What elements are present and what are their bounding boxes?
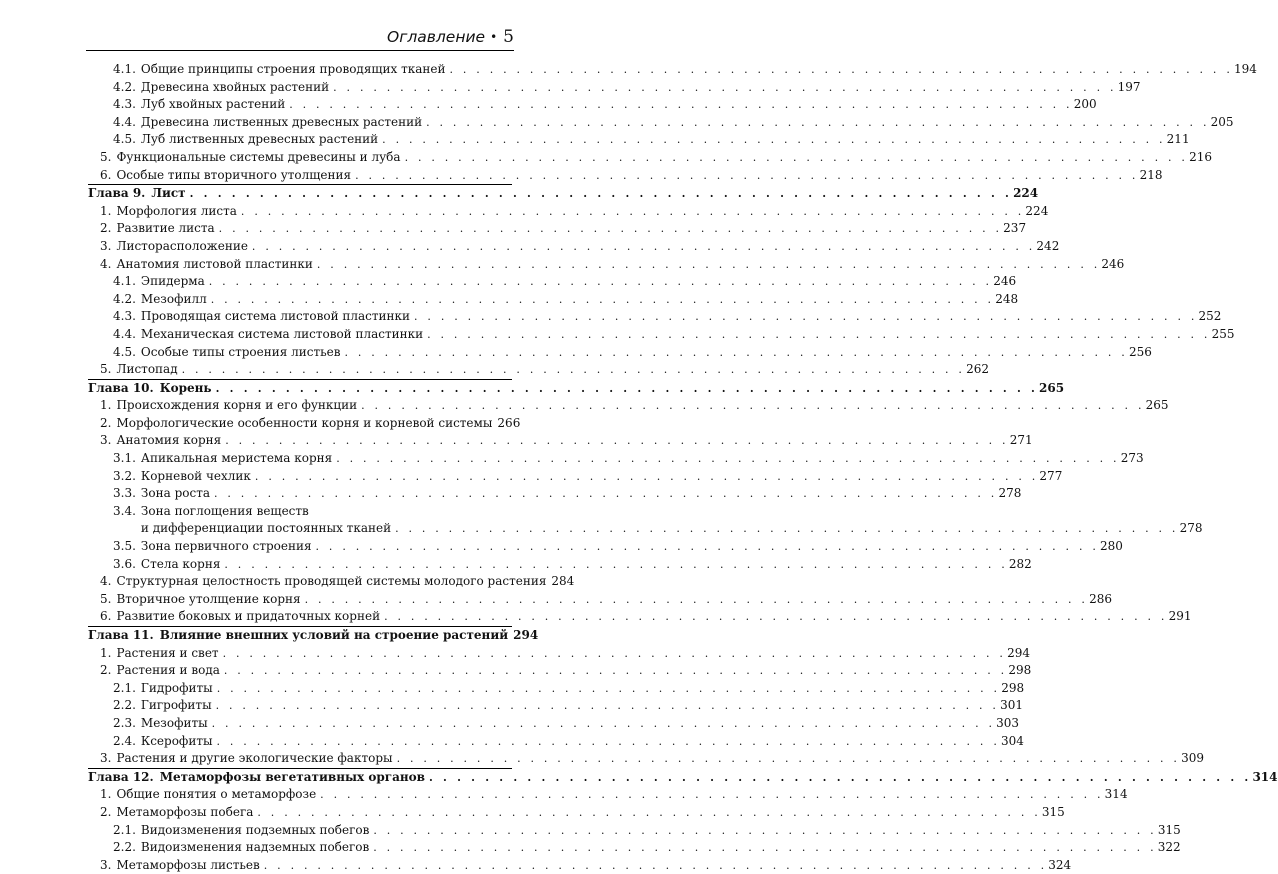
toc-entry (88, 804, 1065, 822)
toc-entry (88, 149, 1212, 167)
toc-entry (88, 450, 1144, 468)
toc-entry (88, 839, 1181, 857)
toc-entry (88, 538, 1123, 556)
toc-entry (88, 415, 521, 433)
toc-entry (88, 397, 1169, 415)
entry-page: 224 (1025, 203, 1049, 218)
dot-leader: . . . . . . . . . . . . . . . . . . . . . . . . . . . . . . . . . . . . . . . . . . . . . . . . . . . . . . . . . . . (211, 716, 996, 730)
dot-leader: . . . . . . . . . . . . . . . . . . . . . . . . . . . . . . . . . . . . . . . . . . . . . . . . . . . . . . . . . . . (240, 204, 1025, 218)
entry-title: Гигрофиты (140, 698, 212, 713)
dot-leader: . . . . . . . . . . . . . . . . . . . . . . . . . . . . . . . . . . . . . . . . . . . . . . . . . . . . . . . . . . . (210, 292, 995, 306)
entry-number: 4. (100, 574, 112, 589)
entry-title: Ксерофиты (140, 733, 213, 748)
entry-page: 298 (1001, 680, 1025, 695)
toc-entry (88, 273, 1017, 291)
entry-page: 301 (1000, 698, 1024, 713)
entry-number: 6. (100, 609, 112, 624)
dot-leader: . . . . . . . . . . . . . . . . . . . . . . . . . . . . . . . . . . . . . . . . . . . . . . . . . . . . . . . . . . . (214, 487, 998, 501)
toc-entry (88, 61, 1257, 79)
entry-number: 4.2. (113, 291, 136, 306)
dot-leader: . . . . . . . . . . . . . . . . . . . . . . . . . . . . . . . . . . . . . . . . . . . . . . . . . . . . . . . . . . . (315, 540, 1100, 554)
dot-leader: . . . . . . . . . . . . . . . . . . . . . . . . . . . . . . . . . . . . . . . . . . . . . . . . . . . . . . . . . . . (395, 522, 1179, 536)
dot-leader: . . . . . . . . . . . . . . . . . . . . . . . . . . . . . . . . . . . . . . . . . . . . . . . . . . . . . . . . . . . (384, 610, 1168, 624)
entry-page: 218 (1139, 167, 1163, 182)
dot-leader: . . . . . . . . . . . . . . . . . . . . . . . . . . . . . . . . . . . . . . . . . . . . . . . . . . . . . . . . . . . (320, 788, 1104, 802)
entry-title: Растения и вода (116, 663, 220, 678)
toc-entry (88, 556, 1032, 574)
entry-page: 237 (1003, 221, 1027, 236)
entry-title: Развитие листа (116, 221, 215, 236)
chapter-title: Лист (151, 186, 186, 201)
entry-page: 309 (1181, 751, 1204, 766)
dot-leader: . . . . . . . . . . . . . . . . . . . . . . . . . . . . . . . . . . . . . . . . . . . . . . . . . . . . . . . . . . . (414, 310, 1198, 324)
entry-title: Растения и другие экологические факторы (116, 751, 393, 766)
entry-page: 303 (996, 715, 1020, 730)
entry-number: 1. (100, 787, 112, 802)
entry-title: Общие принципы строения проводящих тканей (140, 62, 446, 76)
toc-entry (88, 291, 1019, 309)
entry-number: 3. (100, 857, 112, 872)
dot-leader: . . . . . . . . . . . . . . . . . . . . . . . . . . . . . . . . . . . . . . . . . . . . . . . . . . . . . . . . . . . (215, 699, 1000, 713)
entry-title: Особые типы строения листьев (140, 344, 341, 359)
toc-entry (88, 822, 1181, 840)
entry-number: 2. (100, 221, 112, 236)
entry-page: 315 (1157, 822, 1181, 837)
toc-entry (88, 238, 1060, 256)
entry-title: Растения и свет (116, 645, 219, 660)
entry-number: 4. (100, 256, 112, 271)
dot-leader: . . . . . . . . . . . . . . . . . . . . . . . . . . . . . . . . . . . . . . . . . . . . . . . . . . . . . . . . . . . (216, 734, 1001, 748)
toc-entry (88, 857, 1072, 874)
dot-leader: . . . . . . . . . . . . . . . . . . . . . . . . . . . . . . . . . . . . . . . . . . . . . . . . . . . . . . . . . . . (426, 115, 1210, 129)
dot-leader: . . . . . . . . . . . . . . . . . . . . . . . . . . . . . . . . . . . . . . . . . . . . . . . . . . . . . . . . . . . (355, 168, 1139, 182)
entry-number: 3. (100, 238, 112, 253)
entry-number: 2. (100, 663, 112, 678)
chapter-title: Корень (159, 380, 212, 395)
toc-entry (88, 96, 1097, 114)
chapter-heading (88, 627, 539, 645)
toc-entry (88, 733, 1024, 751)
entry-title: Видоизменения подземных побегов (140, 822, 370, 837)
dot-leader: . . . . . . . . . . . . . . . . . . . . . . . . . . . . . . . . . . . . . . . . . . . . . . . . . . . . . . . . . . . (361, 399, 1145, 413)
section-title: Оглавление (387, 28, 486, 46)
chapter-number: Глава 11. (88, 628, 154, 642)
entry-number: 4.4. (113, 114, 136, 129)
dot-leader: . . . . . . . . . . . . . . . . . . . . . . . . . . . . . . . . . . . . . . . . . . . . . . . . . . . . . . . . . . . (257, 805, 1041, 819)
entry-number: 3.5. (113, 539, 136, 554)
dot-leader: . . . . . . . . . . . . . . . . . . . . . . . . . . . . . . . . . . . . . . . . . . . . . . . . . . . . . . . . . . . (263, 858, 1048, 872)
entry-title: Общие понятия о метаморфозе (116, 787, 317, 802)
entry-page: 265 (1145, 398, 1169, 413)
entry-title: Листорасположение (116, 238, 248, 253)
entry-title: Зона первичного строения (140, 539, 312, 554)
dot-leader: . . . . . . . . . . . . . . . . . . . . . . . . . . . . . . . . . . . . . . . . . . . . . . . . . . . . . . . . . . . (251, 239, 1036, 253)
entry-title: Проводящая система листовой пластинки (140, 309, 411, 324)
toc-entry (88, 220, 1027, 238)
dot-leader: . . . . . . . . . . . . . . . . . . . . . . . . . . . . . . . . . . . . . . . . . . . . . . . . . . . . . . . . . . . (181, 363, 966, 377)
dot-leader: . . . . . . . . . . . . . . . . . . . . . . . . . . . . . . . . . . . . . . . . . . . . . . . . . . . . . . . . . . . (382, 133, 1166, 147)
entry-title: Эпидерма (140, 274, 205, 289)
dot-leader: . . . . . . . . . . . . . . . . . . . . . . . . . . . . . . . . . . . . . . . . . . . . . . . . . . . . . . . . . . . (344, 345, 1128, 359)
entry-page: 324 (1048, 857, 1072, 872)
dot-leader: . . . . . . . . . . . . . . . . . . . . . . . . . . . . . . . . . . . . . . . . . . . . . . . . . . . . . . . . . . . (427, 327, 1211, 341)
toc-entry (88, 573, 575, 591)
toc-entry (88, 591, 1112, 609)
entry-page: 278 (1179, 521, 1203, 536)
toc-entry (88, 308, 1222, 326)
entry-title: Луб лиственных древесных растений (140, 132, 379, 147)
entry-page: 278 (998, 486, 1022, 501)
dot-leader: . . . . . . . . . . . . . . . . . . . . . . . . . . . . . . . . . . . . . . . . . . . . . . . . . . . . . . . . . . . (336, 452, 1120, 466)
dot-leader: . . . . . . . . . . . . . . . . . . . . . . . . . . . . . . . . . . . . . . . . . . . . . . . . . . . . . . . . . . . (333, 80, 1117, 94)
entry-title: Функциональные системы древесины и луба (116, 149, 401, 164)
entry-title: Морфологические особенности корня и корневой системы (116, 415, 493, 430)
entry-title: Мезофиты (140, 715, 208, 730)
dot-leader: . . . . . . . . . . . . . . . . . . . . . . . . . . . . . . . . . . . . . . . . . . . . . . . . . . . . . . . . . . . (449, 63, 1234, 76)
chapter-page: 294 (513, 628, 539, 642)
entry-number: 2.3. (113, 715, 136, 730)
entry-number: 3.1. (113, 451, 136, 466)
toc-entry (88, 680, 1025, 698)
toc-entry (88, 114, 1234, 132)
toc-entry (88, 203, 1049, 221)
toc-entry (88, 344, 1152, 362)
entry-title: Происхождения корня и его функции (116, 398, 358, 413)
entry-page: 248 (995, 291, 1019, 306)
entry-title: Структурная целостность проводящей системы молодого растения (116, 574, 547, 589)
toc-entry (88, 361, 989, 379)
chapter-title: Метаморфозы вегетативных органов (159, 769, 425, 784)
entry-title: Вторичное утолщение корня (116, 591, 301, 606)
dot-leader: . . . . . . . . . . . . . . . . . . . . . . . . . . . . . . . . . . . . . . . . . . . . . . . . . . . . . . . . . . . (254, 469, 1039, 483)
dot-leader: . . . . . . . . . . . . . . . . . . . . . . . . . . . . . . . . . . . . . . . . . . . . . . . . . . . . . . . . . . . (225, 434, 1009, 448)
entry-page: 273 (1120, 451, 1144, 466)
dot-leader: . . . . . . . . . . . . . . . . . . . . . . . . . . . . . . . . . . . . . . . . . . . . . . . . . . . . . . . . . . . (289, 98, 1073, 112)
dot-leader: . . . . . . . . . . . . . . . . . . . . . . . . . . . . . . . . . . . . . . . . . . . . . . . . . . . . . . . . . . . (218, 222, 1003, 236)
page-number: 5 (503, 27, 514, 47)
entry-title: Особые типы вторичного утолщения (116, 167, 352, 182)
entry-number: 2.1. (113, 680, 136, 695)
chapter-heading (88, 769, 1278, 787)
dot-leader: . . . . . . . . . . . . . . . . . . . . . . . . . . . . . . . . . . . . . . . . . . . . . . . . . . . . . . . . . . . (304, 592, 1089, 606)
dot-leader: . . . . . . . . . . . . . . . . . . . . . . . . . . . . . . . . . . . . . . . . . . . . . . . . . . . . . . . . . . . (222, 646, 1007, 660)
chapter-page: 314 (1252, 769, 1278, 784)
entry-page: 286 (1089, 591, 1112, 606)
entry-title: Развитие боковых и придаточных корней (116, 609, 381, 624)
toc-entry (88, 131, 1190, 149)
entry-title: Анатомия корня (116, 433, 222, 448)
entry-number: 2.2. (113, 840, 136, 855)
entry-number: 5. (100, 591, 112, 606)
entry-page: 314 (1104, 787, 1128, 802)
entry-number: 4.3. (113, 309, 136, 324)
chapter-title: Влияние внешних условий на строение растений (159, 628, 509, 642)
entry-number: 4.1. (113, 62, 136, 76)
dot-leader: . . . . . . . . . . . . . . . . . . . . . . . . . . . . . . . . . . . . . . . . . . . . . . . . . . . . . . . . . . . (404, 150, 1189, 164)
entry-title: Метаморфозы листьев (116, 857, 260, 872)
entry-number: 4.4. (113, 326, 136, 341)
entry-title: и дифференциации постоянных тканей (140, 521, 392, 536)
toc-entry (88, 79, 1141, 97)
entry-number: 4.5. (113, 132, 136, 147)
dot-leader: . . . . . . . . . . . . . . . . . . . . . . . . . . . . . . . . . . . . . . . . . . . . . . . . . . . . . . . . . . . (215, 381, 1039, 395)
entry-page: 216 (1189, 149, 1212, 164)
toc-entry (88, 608, 1192, 626)
chapter-number: Глава 12. (88, 769, 154, 784)
chapter-heading (88, 380, 1065, 398)
entry-page: 280 (1100, 539, 1123, 554)
entry-number: 3. (100, 433, 112, 448)
entry-title: Зона поглощения веществ (140, 503, 309, 518)
entry-page: 246 (1101, 256, 1125, 271)
dot-leader: . . . . . . . . . . . . . . . . . . . . . . . . . . . . . . . . . . . . . . . . . . . . . . . . . . . . . . . . . . . (224, 557, 1008, 571)
entry-number: 2. (100, 415, 112, 430)
entry-page: 266 (497, 415, 521, 430)
toc-entry (88, 256, 1125, 274)
dot-leader: . . . . . . . . . . . . . . . . . . . . . . . . . . . . . . . . . . . . . . . . . . . . . . . . . . . . . . . . . . . (316, 257, 1101, 271)
toc-entry (88, 485, 1022, 503)
toc-entry (88, 750, 1204, 768)
entry-number: 3.2. (113, 468, 136, 483)
entry-page: 315 (1041, 804, 1065, 819)
entry-page: 262 (966, 362, 989, 377)
entry-title: Анатомия листовой пластинки (116, 256, 313, 271)
entry-page: 242 (1036, 238, 1060, 253)
entry-number: 2. (100, 804, 112, 819)
chapter-heading (88, 185, 1039, 203)
entry-number: 4.1. (113, 274, 136, 289)
entry-title: Видоизменения надземных побегов (140, 840, 370, 855)
entry-page: 205 (1210, 114, 1234, 129)
dot-leader: . . . . . . . . . . . . . . . . . . . . . . . . . . . . . . . . . . . . . . . . . . . . . . . . . . . . . . . . . . . (189, 187, 1013, 201)
chapter-number: Глава 9. (88, 186, 146, 201)
entry-page: 322 (1157, 840, 1181, 855)
dot-leader: . . . . . . . . . . . . . . . . . . . . . . . . . . . . . . . . . . . . . . . . . . . . . . . . . . . . . . . . . . . (223, 664, 1008, 678)
entry-title: Апикальная меристема корня (140, 451, 333, 466)
entry-title: Механическая система листовой пластинки (140, 326, 424, 341)
entry-title: Мезофилл (140, 291, 207, 306)
header-bullet: • (490, 30, 498, 44)
entry-title: Древесина лиственных древесных растений (140, 114, 423, 129)
entry-number: 4.5. (113, 344, 136, 359)
chapter-page: 224 (1013, 186, 1039, 201)
entry-title: Луб хвойных растений (140, 97, 286, 112)
entry-page: 194 (1234, 62, 1257, 76)
entry-page: 294 (1007, 645, 1030, 660)
entry-number: 1. (100, 398, 112, 413)
entry-title: Древесина хвойных растений (140, 79, 330, 94)
entry-page: 256 (1129, 344, 1152, 359)
toc-entry (88, 432, 1033, 450)
running-header (86, 26, 514, 51)
entry-number: 3. (100, 751, 112, 766)
toc-entry (88, 645, 1030, 663)
entry-title: Корневой чехлик (140, 468, 251, 483)
entry-page: 246 (993, 274, 1017, 289)
entry-title: Стела корня (140, 556, 221, 571)
entry-title: Зона роста (140, 486, 210, 501)
entry-page: 304 (1001, 733, 1024, 748)
chapter-number: Глава 10. (88, 380, 154, 395)
chapter-page: 265 (1039, 380, 1065, 395)
dot-leader: . . . . . . . . . . . . . . . . . . . . . . . . . . . . . . . . . . . . . . . . . . . . . . . . . . . . . . . . . . . (373, 841, 1157, 855)
toc-entry (88, 697, 1024, 715)
entry-title: Листопад (116, 362, 178, 377)
entry-number: 1. (100, 645, 112, 660)
entry-number: 3.4. (113, 503, 136, 518)
entry-number: 6. (100, 167, 112, 182)
entry-number: 2.1. (113, 822, 136, 837)
table-of-contents (88, 61, 1278, 874)
entry-page: 282 (1008, 556, 1032, 571)
entry-page: 298 (1008, 663, 1032, 678)
entry-number: 4.3. (113, 97, 136, 112)
entry-number: 2.2. (113, 698, 136, 713)
entry-title: Метаморфозы побега (116, 804, 254, 819)
entry-number: 4.2. (113, 79, 136, 94)
entry-title: Морфология листа (116, 203, 237, 218)
toc-entry (88, 468, 1063, 486)
entry-page: 255 (1211, 326, 1235, 341)
entry-page: 271 (1009, 433, 1033, 448)
entry-page: 211 (1166, 132, 1190, 147)
toc-entry (88, 503, 512, 521)
toc-entry (88, 326, 1235, 344)
entry-page: 277 (1039, 468, 1063, 483)
entry-number: 5. (100, 362, 112, 377)
dot-leader: . . . . . . . . . . . . . . . . . . . . . . . . . . . . . . . . . . . . . . . . . . . . . . . . . . . . . . . . . . . (216, 681, 1001, 695)
entry-page: 252 (1198, 309, 1222, 324)
toc-entry (88, 662, 1032, 680)
dot-leader: . . . . . . . . . . . . . . . . . . . . . . . . . . . . . . . . . . . . . . . . . . . . . . . . . . . . . . . . . . . (208, 275, 993, 289)
dot-leader: . . . . . . . . . . . . . . . . . . . . . . . . . . . . . . . . . . . . . . . . . . . . . . . . . . . . . . . . . . . (373, 823, 1157, 837)
toc-entry (88, 786, 1128, 804)
entry-number: 3.3. (113, 486, 136, 501)
toc-entry (88, 167, 1163, 185)
entry-page: 284 (551, 574, 575, 589)
toc-entry-continuation (88, 520, 1203, 538)
entry-number: 1. (100, 203, 112, 218)
entry-page: 200 (1073, 97, 1097, 112)
entry-number: 2.4. (113, 733, 136, 748)
entry-title: Гидрофиты (140, 680, 213, 695)
dot-leader: . . . . . . . . . . . . . . . . . . . . . . . . . . . . . . . . . . . . . . . . . . . . . . . . . . . . . . . . . . . (396, 752, 1181, 766)
dot-leader: . . . . . . . . . . . . . . . . . . . . . . . . . . . . . . . . . . . . . . . . . . . . . . . . . . . . . . . . . . . (428, 770, 1252, 784)
entry-number: 3.6. (113, 556, 136, 571)
entry-number: 5. (100, 149, 112, 164)
entry-page: 197 (1117, 79, 1141, 94)
entry-page: 291 (1168, 609, 1192, 624)
toc-entry (88, 715, 1020, 733)
